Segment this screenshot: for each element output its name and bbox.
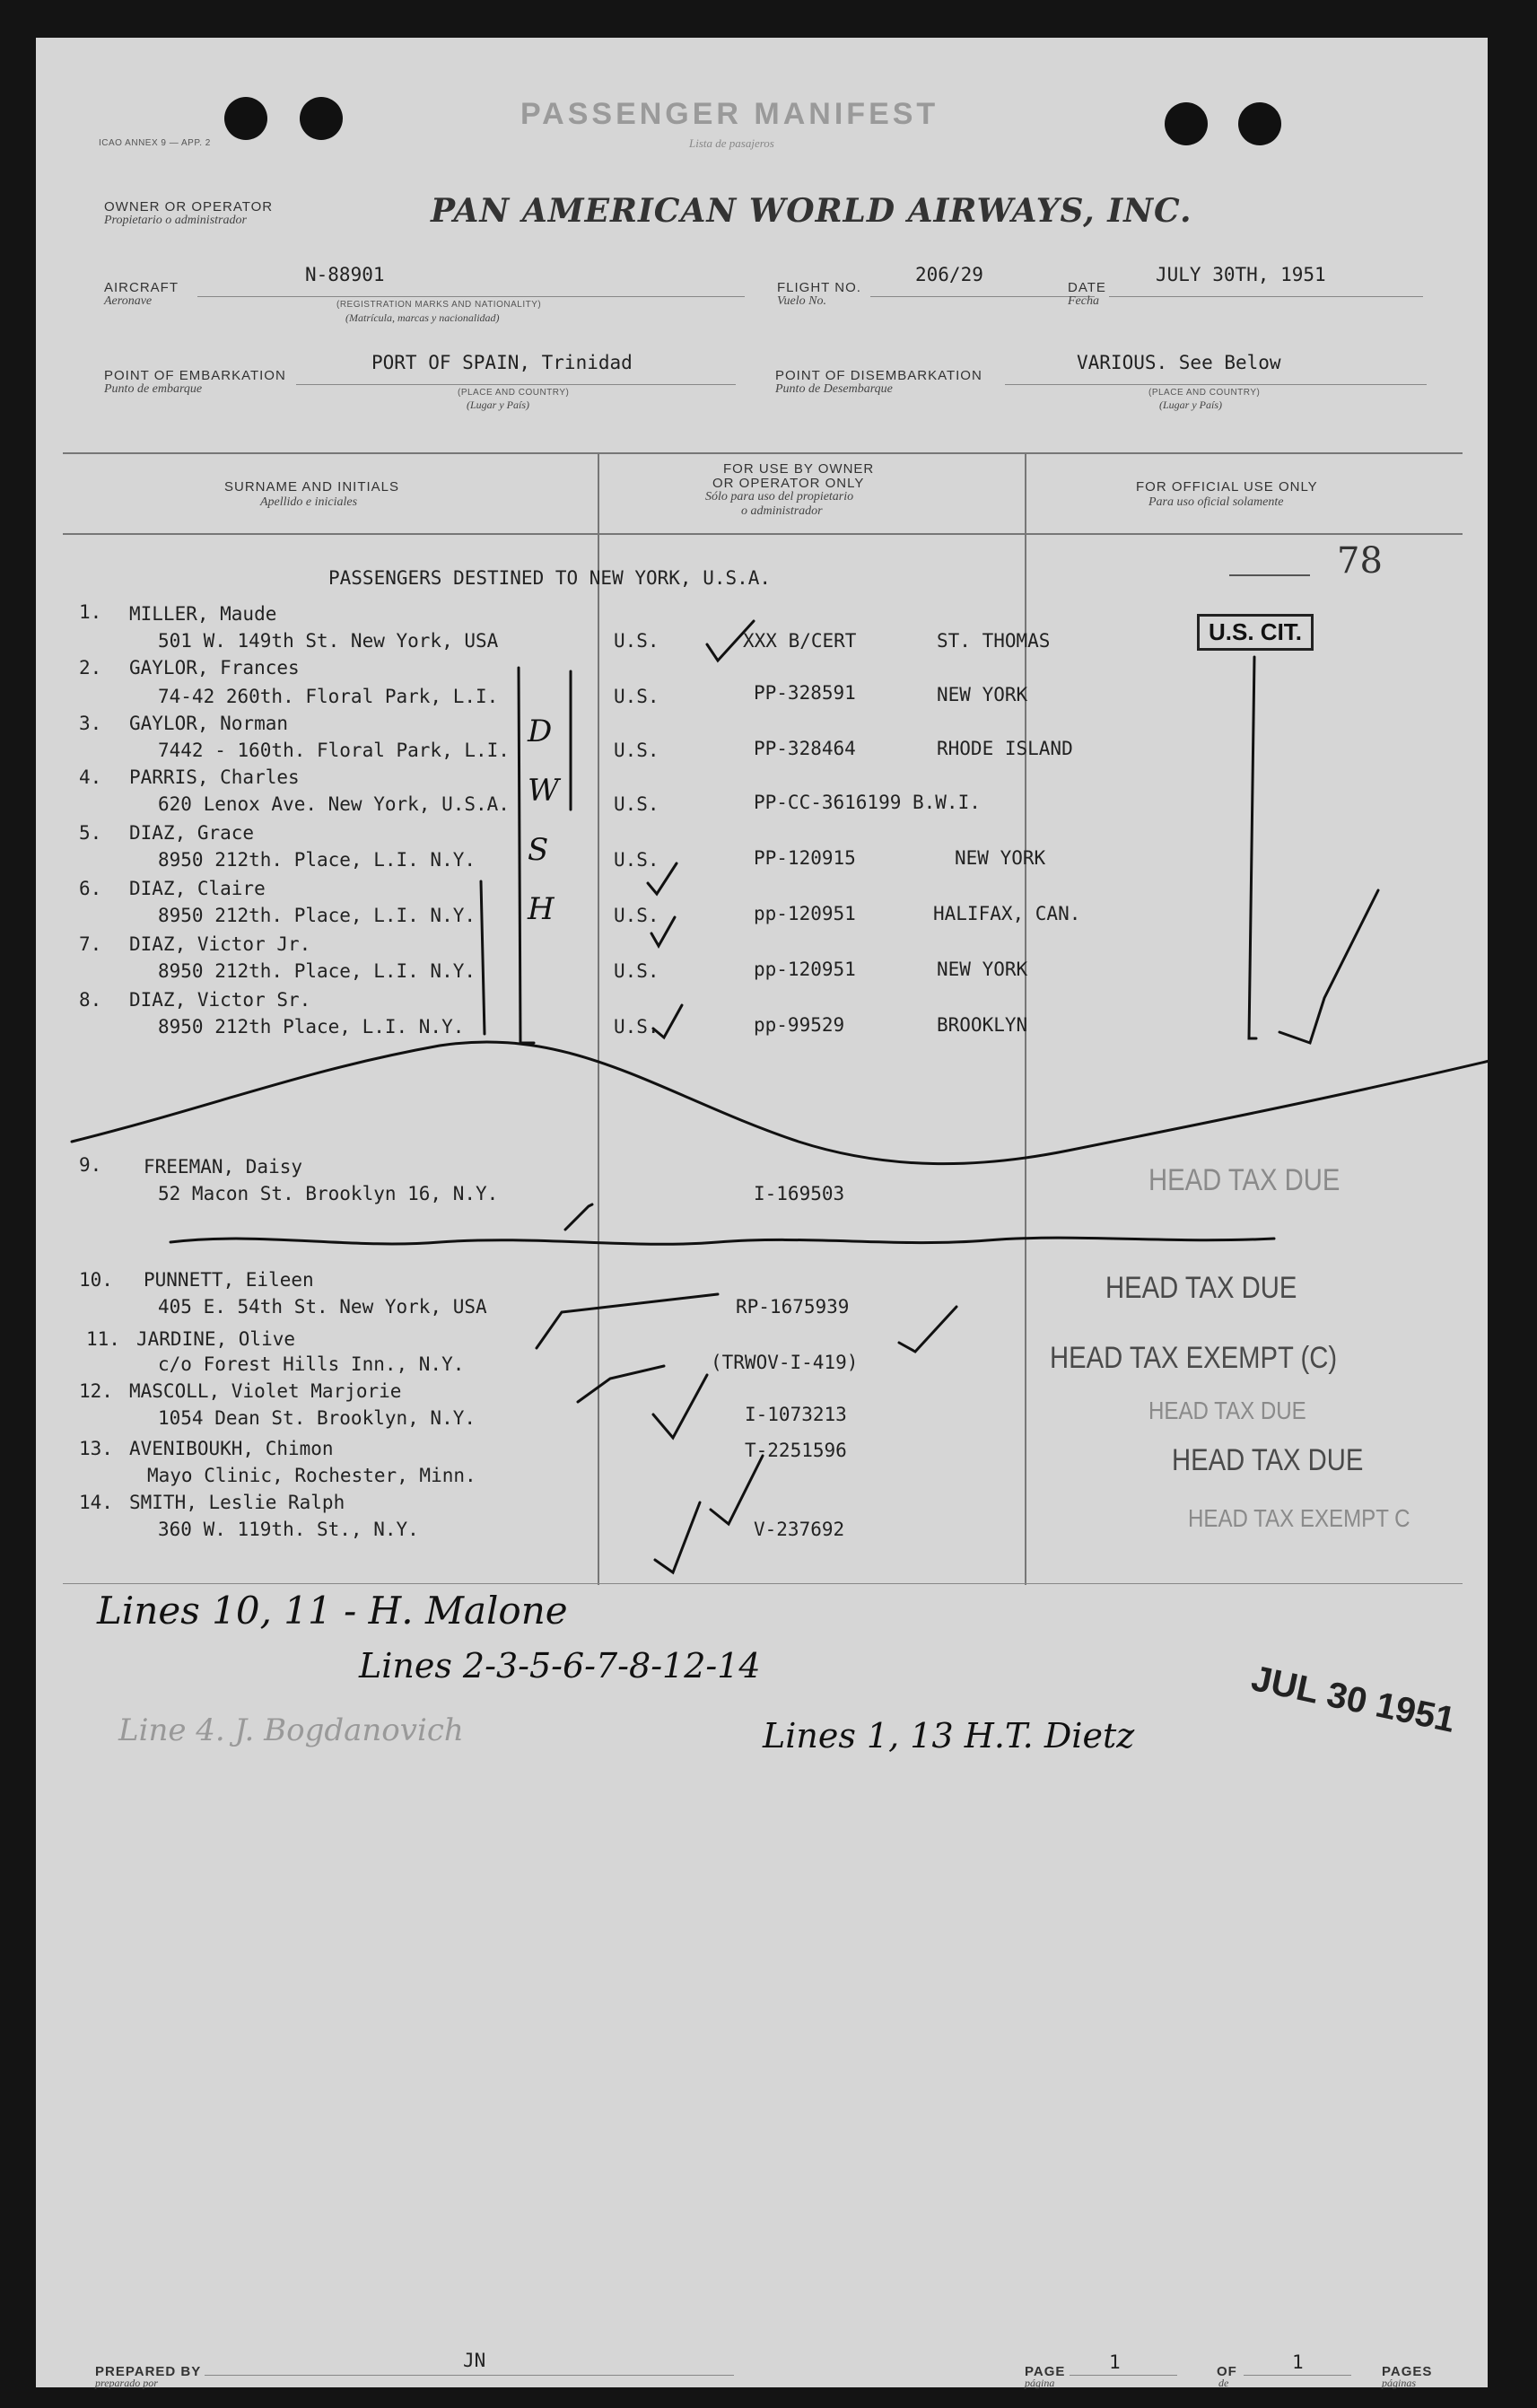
passenger-nationality: U.S.	[614, 905, 659, 926]
col-header-owner-2: OR OPERATOR ONLY	[712, 476, 865, 491]
head-tax-stamp: HEAD TAX EXEMPT C	[1188, 1504, 1410, 1532]
prepared-value: JN	[463, 2350, 486, 2371]
head-tax-stamp: HEAD TAX DUE	[1148, 1163, 1341, 1197]
passenger-name: PUNNETT, Eileen	[144, 1269, 314, 1291]
embark-sub-es: (Lugar y País)	[467, 398, 529, 411]
passenger-document: T-2251596	[745, 1440, 847, 1461]
pages-label: PAGES	[1382, 2364, 1433, 2379]
passenger-name: JARDINE, Olive	[136, 1328, 296, 1350]
date-label: DATE	[1068, 280, 1106, 295]
head-tax-stamp: HEAD TAX DUE	[1105, 1271, 1297, 1305]
aircraft-label: AIRCRAFT	[104, 280, 179, 295]
margin-bracket-3	[481, 881, 485, 1034]
passenger-address: 1054 Dean St. Brooklyn, N.Y.	[158, 1407, 476, 1429]
passenger-destination: RHODE ISLAND	[937, 738, 1073, 759]
embark-value: PORT OF SPAIN, Trinidad	[371, 352, 633, 373]
check-mark	[655, 1502, 700, 1572]
row-no: 12.	[79, 1380, 113, 1402]
embark-sub: (PLACE AND COUNTRY)	[458, 388, 570, 398]
row-no: 7.	[79, 933, 102, 955]
passenger-address: 8950 212th Place, L.I. N.Y.	[158, 1016, 465, 1038]
date-stamp: JUL 30 1951	[1247, 1659, 1459, 1740]
passenger-address: 620 Lenox Ave. New York, U.S.A.	[158, 793, 510, 815]
passenger-name: DIAZ, Claire	[129, 878, 266, 899]
disembark-sub-es: (Lugar y País)	[1159, 398, 1222, 411]
passenger-nationality: U.S.	[614, 849, 659, 871]
passenger-nationality: U.S.	[614, 793, 659, 815]
check-mark	[653, 1375, 707, 1438]
manifest-page	[36, 38, 1488, 2387]
wavy-strike-line	[72, 1042, 1488, 1164]
check-mark	[648, 863, 677, 894]
passenger-document: XXX B/CERT	[743, 630, 857, 652]
passenger-nationality: U.S.	[614, 740, 659, 761]
row-no: 13.	[79, 1438, 113, 1459]
passenger-destination: HALIFAX, CAN.	[933, 903, 1081, 924]
passenger-address: 8950 212th. Place, L.I. N.Y.	[158, 905, 476, 926]
passenger-address: 7442 - 160th. Floral Park, L.I.	[158, 740, 510, 761]
passenger-document: (TRWOV-I-419)	[711, 1352, 859, 1373]
handwritten-note-1: Lines 10, 11 - H. Malone	[97, 1589, 568, 1633]
page-value: 1	[1109, 2351, 1121, 2373]
flight-label: FLIGHT NO.	[777, 280, 861, 295]
check-mark	[651, 917, 675, 946]
prepared-label-es: preparado por	[95, 2377, 158, 2389]
pages-label-es: páginas	[1382, 2377, 1417, 2389]
flight-value: 206/29	[915, 264, 983, 285]
passenger-nationality: U.S.	[614, 1016, 659, 1038]
passenger-name: GAYLOR, Norman	[129, 713, 289, 734]
passenger-address: 501 W. 149th St. New York, USA	[158, 630, 499, 652]
passenger-name: DIAZ, Victor Sr.	[129, 989, 311, 1011]
check-mark	[578, 1366, 664, 1402]
col-header-owner-1: FOR USE BY OWNER	[723, 461, 875, 477]
passenger-address: c/o Forest Hills Inn., N.Y.	[158, 1353, 465, 1375]
row-no: 8.	[79, 989, 102, 1011]
row-no: 9.	[79, 1154, 102, 1176]
aircraft-label-es: Aeronave	[104, 294, 153, 308]
passenger-nationality: U.S.	[614, 630, 659, 652]
official-check	[1279, 890, 1378, 1043]
row-no: 6.	[79, 878, 102, 899]
passenger-destination: NEW YORK	[937, 959, 1028, 980]
passenger-name: MASCOLL, Violet Marjorie	[129, 1380, 402, 1402]
passenger-document: RP-1675939	[736, 1296, 850, 1318]
col-header-owner-3: Sólo para uso del propietario	[705, 490, 854, 503]
passenger-nationality: U.S.	[614, 686, 659, 707]
handwritten-note-4: Lines 1, 13 H.T. Dietz	[763, 1716, 1135, 1756]
passenger-name: GAYLOR, Frances	[129, 657, 300, 679]
passenger-name: FREEMAN, Daisy	[144, 1156, 303, 1178]
passenger-document: PP-120915	[754, 847, 856, 869]
passenger-address: Mayo Clinic, Rochester, Minn.	[147, 1465, 476, 1486]
col-header-surname-es: Apellido e iniciales	[260, 495, 358, 509]
embark-label-es: Punto de embarque	[104, 382, 203, 396]
passenger-name: SMITH, Leslie Ralph	[129, 1492, 345, 1513]
margin-marks: D W S H	[528, 714, 559, 927]
wavy-underline	[170, 1238, 1274, 1244]
head-tax-stamp: HEAD TAX DUE	[1172, 1443, 1364, 1477]
of-label-es: de	[1218, 2377, 1229, 2389]
col-header-official-es: Para uso oficial solamente	[1148, 495, 1284, 509]
passenger-destination: ST. THOMAS	[937, 630, 1051, 652]
page-label-es: página	[1025, 2377, 1055, 2389]
corner-text: ICAO ANNEX 9 — APP. 2	[99, 138, 211, 148]
form-title: PASSENGER MANIFEST	[520, 97, 939, 131]
handwritten-note-2: Lines 2-3-5-6-7-8-12-14	[359, 1646, 761, 1686]
col-header-official: FOR OFFICIAL USE ONLY	[1136, 479, 1318, 495]
passenger-address: 74-42 260th. Floral Park, L.I.	[158, 686, 499, 707]
col-header-owner-4: o administrador	[741, 504, 823, 518]
row-no: 10.	[79, 1269, 113, 1291]
check-mark	[899, 1307, 956, 1352]
page-label: PAGE	[1025, 2364, 1066, 2379]
passenger-document: PP-328464	[754, 738, 856, 759]
passenger-document: PP-CC-3616199 B.W.I.	[754, 792, 981, 813]
row-no: 11.	[86, 1328, 120, 1350]
us-cit-bracket	[1249, 657, 1256, 1038]
passenger-destination: NEW YORK	[955, 847, 1046, 869]
row-no: 1.	[79, 601, 102, 623]
of-label: OF	[1217, 2364, 1237, 2379]
passenger-address: 405 E. 54th St. New York, USA	[158, 1296, 487, 1318]
disembark-sub: (PLACE AND COUNTRY)	[1148, 388, 1261, 398]
handwritten-note-3: Line 4. J. Bogdanovich	[118, 1712, 464, 1748]
us-cit-stamp: U.S. CIT.	[1197, 614, 1314, 651]
date-value: JULY 30TH, 1951	[1156, 264, 1326, 285]
prepared-label: PREPARED BY	[95, 2364, 202, 2379]
row-no: 14.	[79, 1492, 113, 1513]
passenger-address: 52 Macon St. Brooklyn 16, N.Y.	[158, 1183, 499, 1204]
disembark-label: POINT OF DISEMBARKATION	[775, 368, 982, 383]
date-label-es: Fecha	[1068, 294, 1099, 308]
pen-marks	[36, 38, 1488, 2387]
aircraft-sub-es: (Matrícula, marcas y nacionalidad)	[345, 311, 500, 324]
check-mark	[565, 1204, 592, 1230]
passenger-document: pp-120951	[754, 959, 856, 980]
passenger-address: 8950 212th. Place, L.I. N.Y.	[158, 849, 476, 871]
owner-label: OWNER OR OPERATOR	[104, 199, 274, 215]
passenger-name: MILLER, Maude	[129, 603, 277, 625]
passenger-document: V-237692	[754, 1519, 845, 1540]
passenger-address: 8950 212th. Place, L.I. N.Y.	[158, 960, 476, 982]
passenger-document: I-169503	[754, 1183, 845, 1204]
col-header-surname: SURNAME AND INITIALS	[224, 479, 400, 495]
row-no: 5.	[79, 822, 102, 844]
passenger-nationality: U.S.	[614, 960, 659, 982]
passenger-name: DIAZ, Victor Jr.	[129, 933, 311, 955]
of-value: 1	[1292, 2351, 1304, 2373]
passenger-document: PP-328591	[754, 682, 856, 704]
passenger-document: I-1073213	[745, 1404, 847, 1425]
passenger-document: pp-99529	[754, 1014, 845, 1036]
row-no: 2.	[79, 657, 102, 679]
row-no: 3.	[79, 713, 102, 734]
passenger-document: pp-120951	[754, 903, 856, 924]
check-mark	[707, 621, 754, 661]
flight-label-es: Vuelo No.	[777, 294, 826, 308]
owner-label-es: Propietario o administrador	[104, 214, 247, 227]
form-title-es: Lista de pasajeros	[689, 136, 774, 150]
head-tax-stamp: HEAD TAX DUE	[1148, 1397, 1306, 1424]
head-tax-stamp: HEAD TAX EXEMPT (C)	[1050, 1341, 1338, 1375]
passenger-destination: NEW YORK	[937, 684, 1028, 705]
passenger-name: DIAZ, Grace	[129, 822, 255, 844]
passenger-name: AVENIBOUKH, Chimon	[129, 1438, 334, 1459]
section-heading: PASSENGERS DESTINED TO NEW YORK, U.S.A.	[328, 567, 772, 589]
disembark-value: VARIOUS. See Below	[1077, 352, 1281, 373]
passenger-name: PARRIS, Charles	[129, 766, 300, 788]
owner-value: PAN AMERICAN WORLD AIRWAYS, INC.	[431, 192, 1192, 230]
official-count: 78	[1337, 540, 1383, 582]
embark-label: POINT OF EMBARKATION	[104, 368, 286, 383]
aircraft-value: N-88901	[305, 264, 385, 285]
row-no: 4.	[79, 766, 102, 788]
check-mark	[653, 1005, 682, 1038]
check-mark	[537, 1294, 718, 1348]
disembark-label-es: Punto de Desembarque	[775, 382, 893, 396]
passenger-address: 360 W. 119th. St., N.Y.	[158, 1519, 419, 1540]
aircraft-sub: (REGISTRATION MARKS AND NATIONALITY)	[336, 300, 542, 310]
passenger-destination: BROOKLYN	[937, 1014, 1028, 1036]
check-mark	[711, 1456, 763, 1524]
